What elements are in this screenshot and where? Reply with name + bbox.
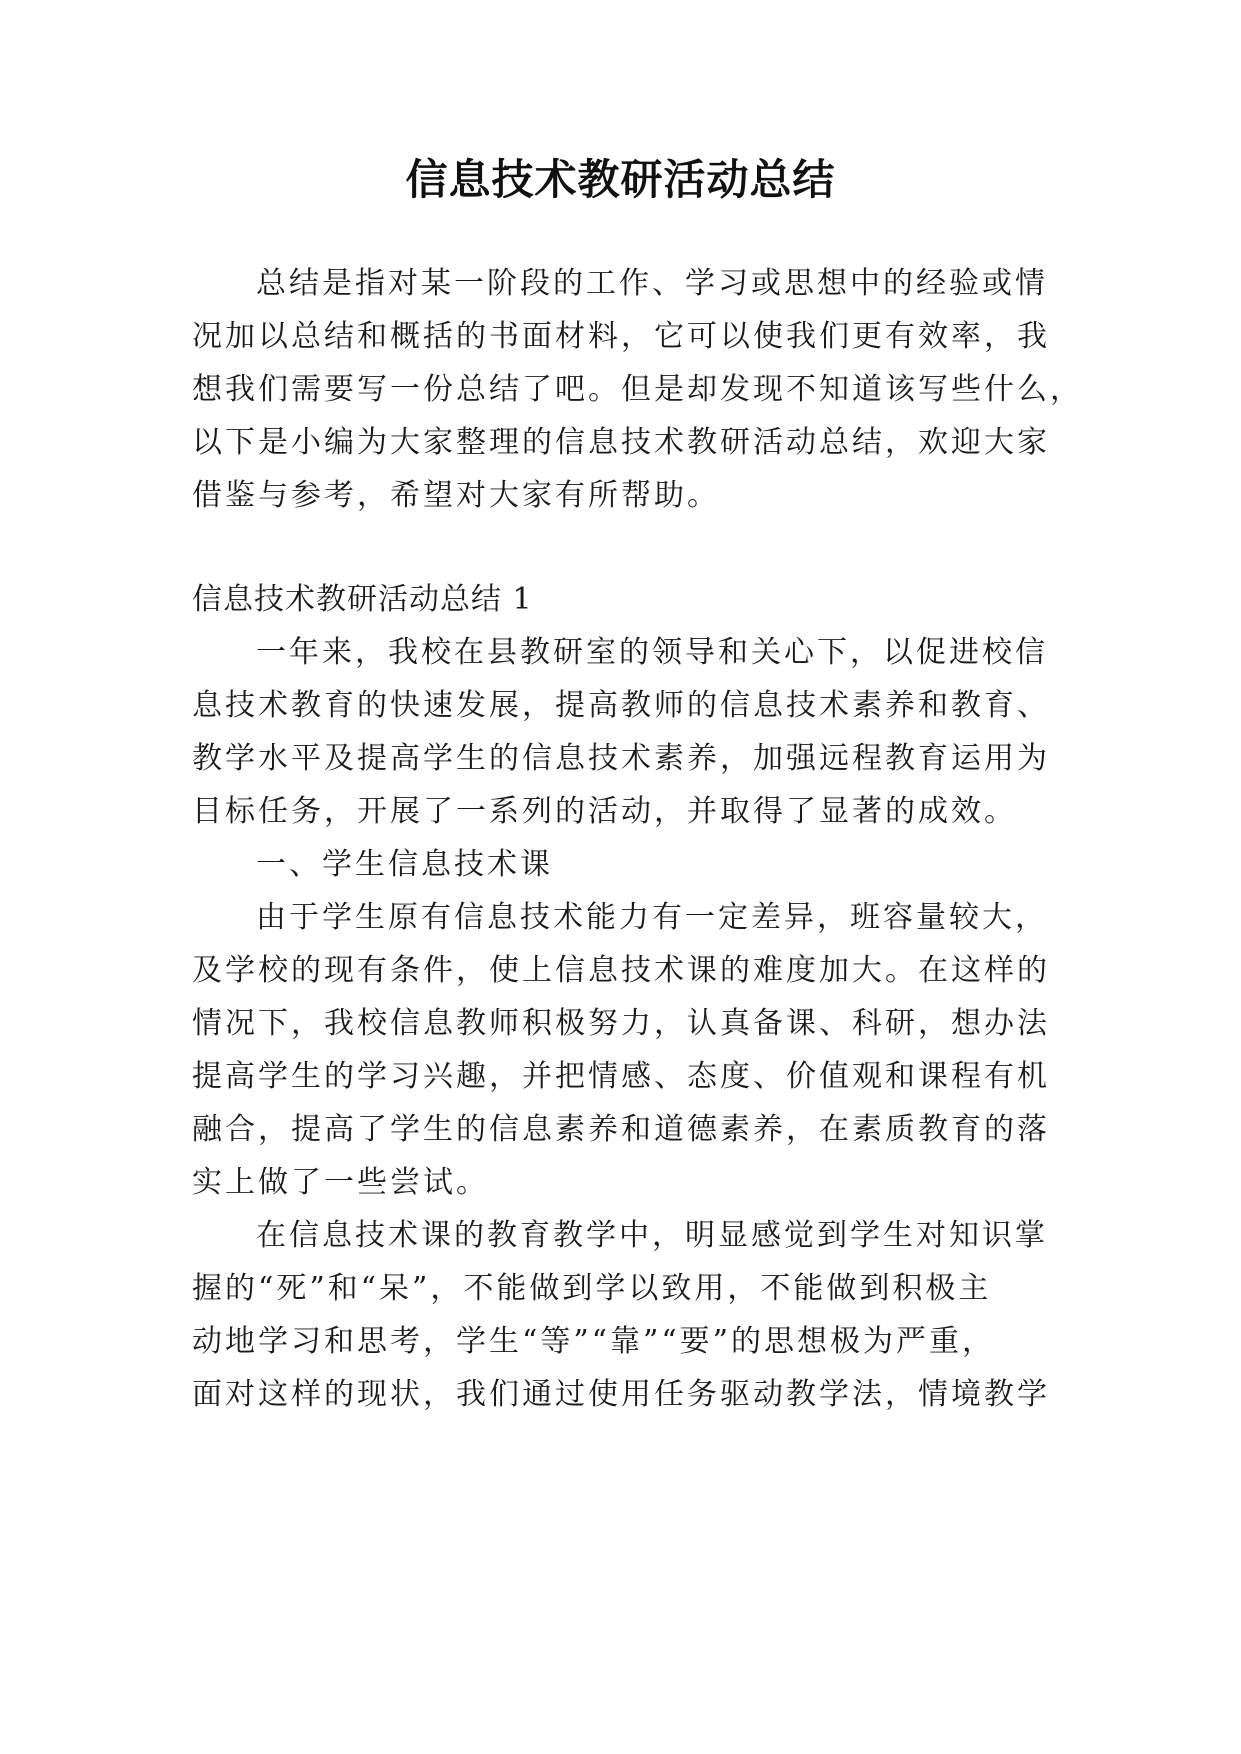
intro-line: 总结是指对某一阶段的工作、学习或思想中的经验或情 <box>256 266 1048 301</box>
paragraph-line: 息技术教育的快速发展，提高教师的信息技术素养和教育、 <box>192 688 1050 723</box>
paragraph-line: 提高学生的学习兴趣，并把情感、态度、价值观和课程有机 <box>192 1059 1050 1094</box>
section-heading: 一、学生信息技术课 <box>256 847 553 882</box>
paragraph-line: 一年来，我校在县教研室的领导和关心下，以促进校信 <box>256 635 1048 670</box>
paragraph-line: 由于学生原有信息技术能力有一定差异，班容量较大， <box>256 900 1048 935</box>
paragraph-line: 融合，提高了学生的信息素养和道德素养，在素质教育的落 <box>192 1112 1050 1147</box>
intro-line: 借鉴与参考，希望对大家有所帮助。 <box>192 478 720 513</box>
intro-line: 想我们需要写一份总结了吧。但是却发现不知道该写些什么， <box>192 372 1083 407</box>
intro-line: 况加以总结和概括的书面材料，它可以使我们更有效率，我 <box>192 319 1050 354</box>
section-title: 信息技术教研活动总结 1 <box>192 582 533 617</box>
paragraph-line: 及学校的现有条件，使上信息技术课的难度加大。在这样的 <box>192 953 1050 988</box>
paragraph-line: 动地学习和思考，学生“等”“靠”“要”的思想极为严重， <box>192 1324 996 1359</box>
intro-line: 以下是小编为大家整理的信息技术教研活动总结，欢迎大家 <box>192 425 1050 460</box>
paragraph-line: 目标任务，开展了一系列的活动，并取得了显著的成效。 <box>192 794 1017 829</box>
paragraph-line: 在信息技术课的教育教学中，明显感觉到学生对知识掌 <box>256 1218 1048 1253</box>
paragraph-line: 教学水平及提高学生的信息技术素养，加强远程教育运用为 <box>192 741 1050 776</box>
paragraph-line: 情况下，我校信息教师积极努力，认真备课、科研，想办法 <box>192 1006 1050 1041</box>
paragraph-line: 握的“死”和“呆”，不能做到学以致用，不能做到积极主 <box>192 1271 992 1306</box>
paragraph-line: 实上做了一些尝试。 <box>192 1165 489 1200</box>
paragraph-line: 面对这样的现状，我们通过使用任务驱动教学法，情境教学 <box>192 1377 1050 1412</box>
document-title: 信息技术教研活动总结 <box>405 155 836 204</box>
